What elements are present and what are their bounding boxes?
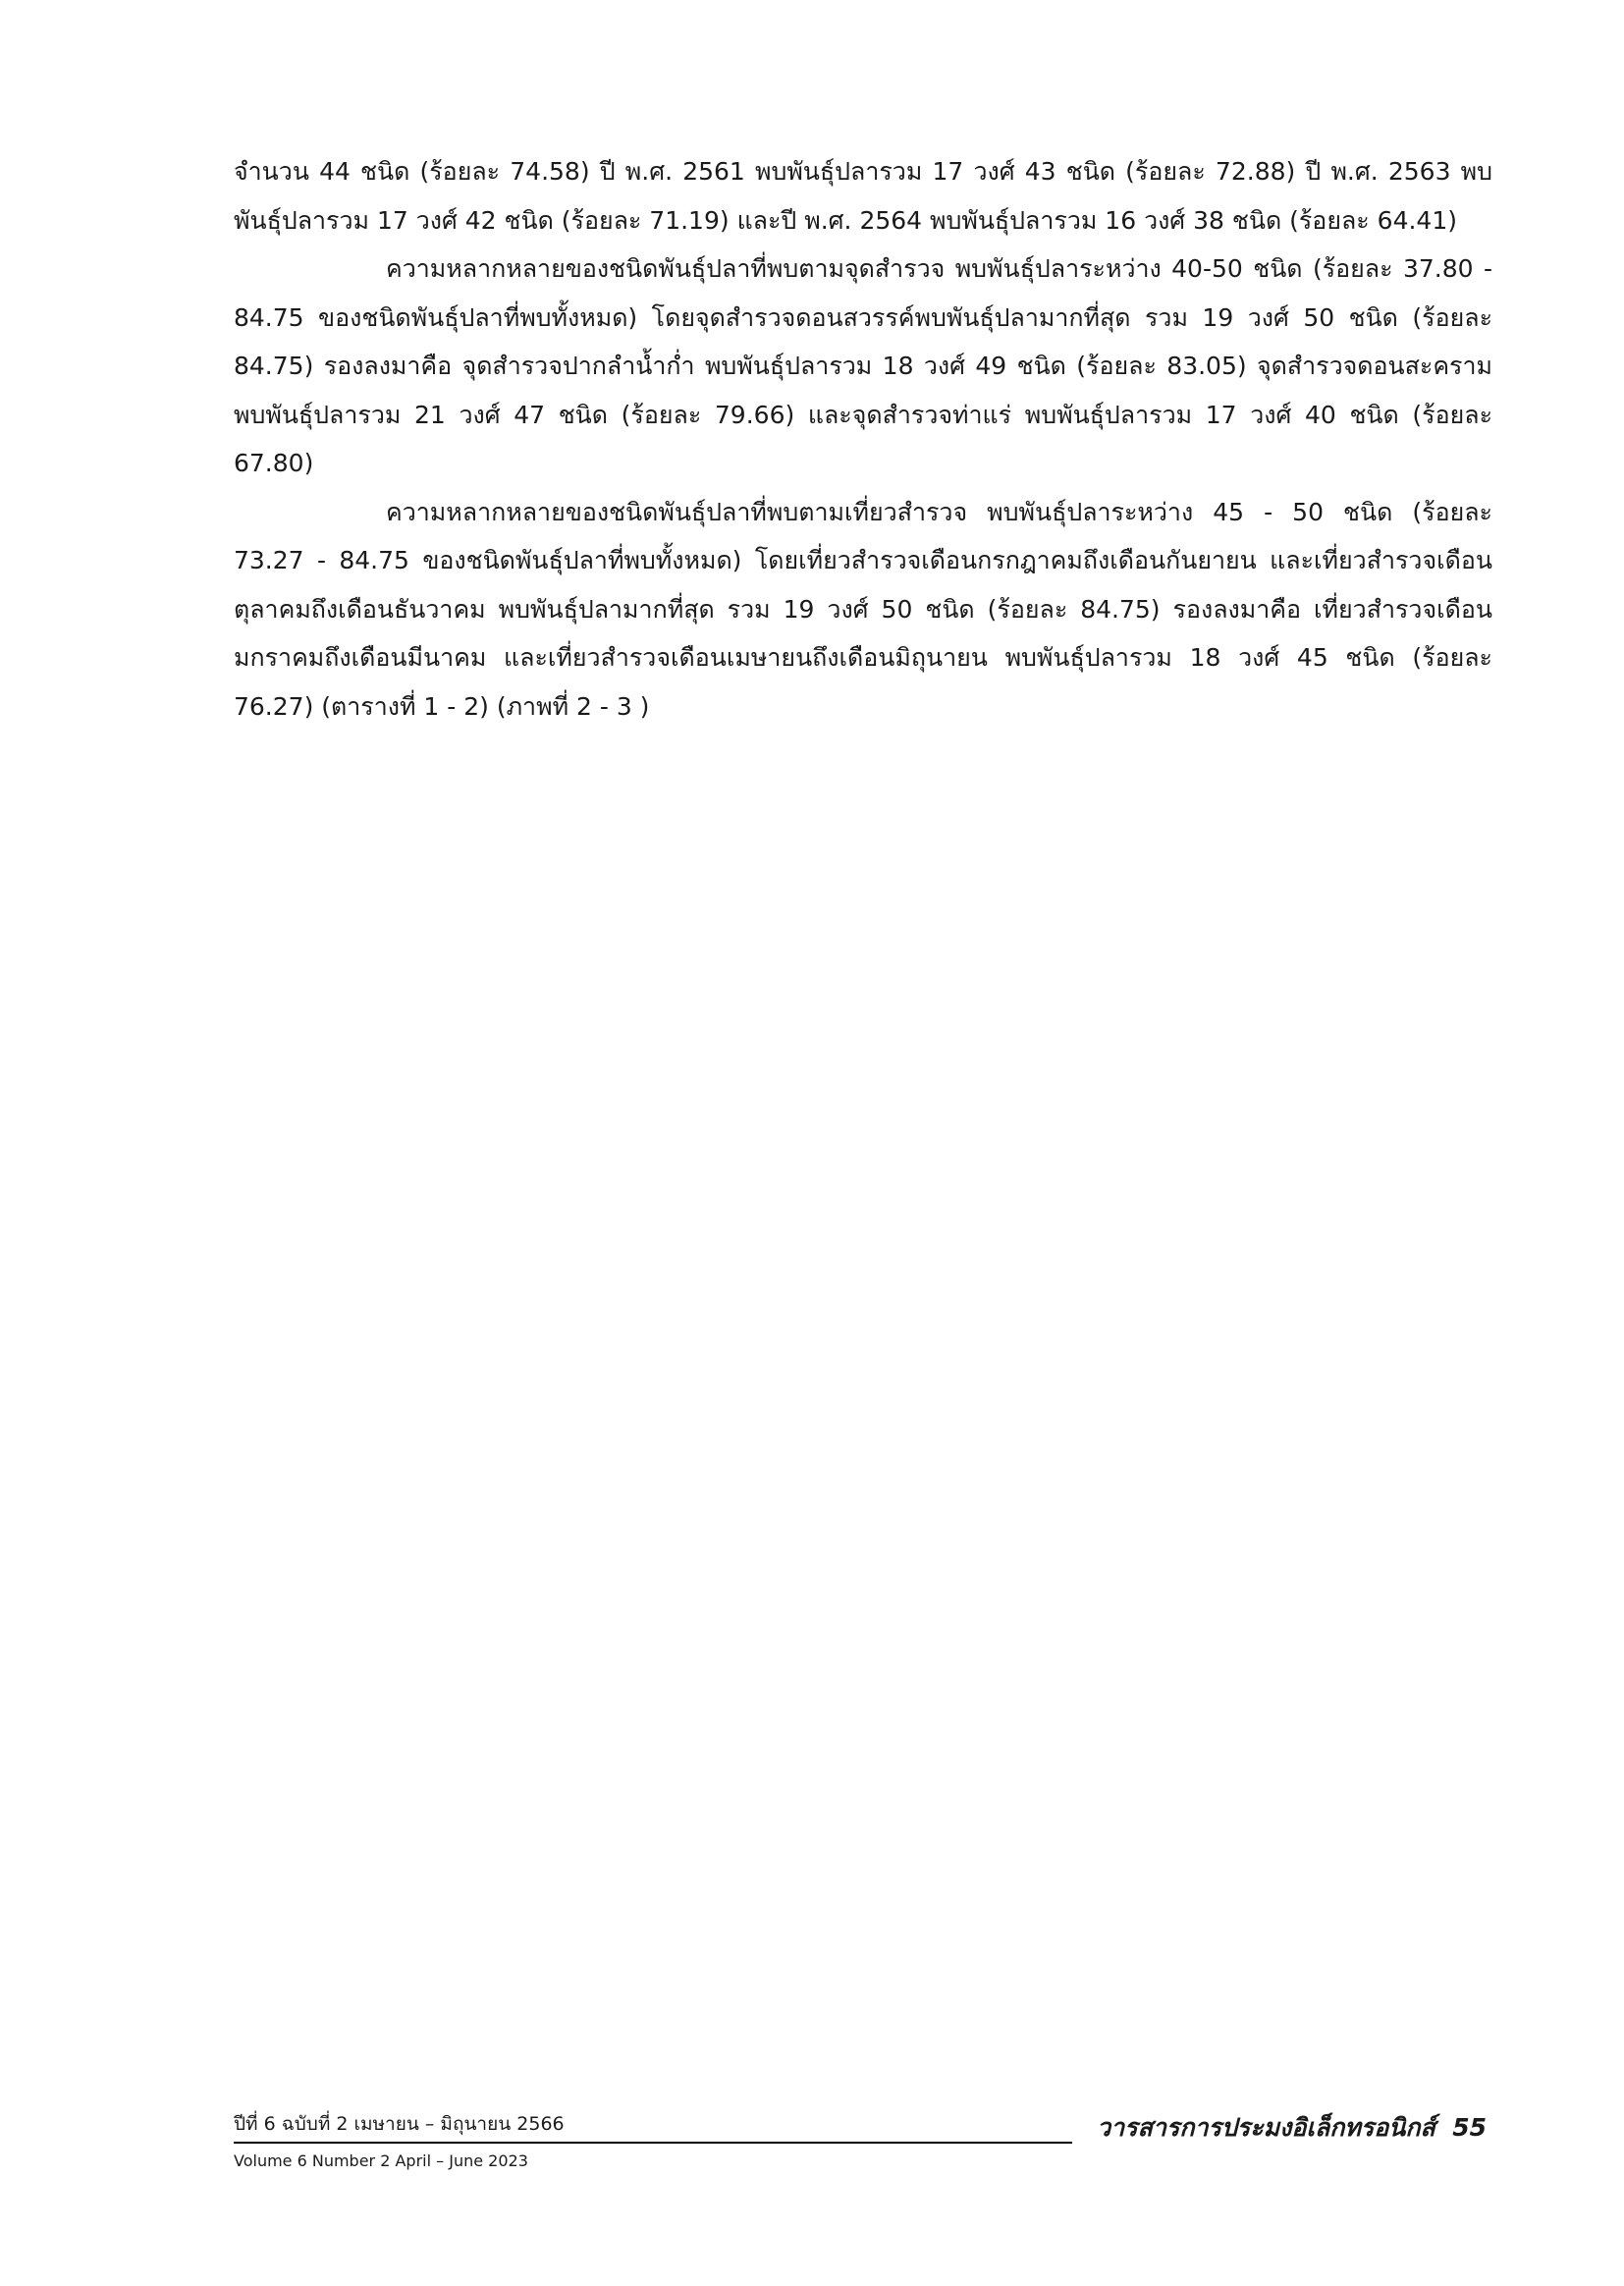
footer-journal-title bbox=[1097, 2111, 1487, 2145]
article-body bbox=[234, 147, 1492, 731]
page-number: 55 bbox=[1452, 2113, 1487, 2142]
footer-issue-english: Volume 6 Number 2 April – June 2023 bbox=[234, 2151, 528, 2170]
paragraph-1: จำนวน 44 ชนิด (ร้อยละ 74.58) ปี พ.ศ. 2561 พบพันธุ์ปลารวม 17 วงศ์ 43 ชนิด (ร้อยละ 72.88) ปี พ.ศ. 2563 พบพันธุ์ปลารวม 17 วงศ์ 42 ชนิด (ร้อยละ 71.19) และปี พ.ศ. 2564 พบพันธุ์ปลารวม 16 วงศ์ 38 ชนิด (ร้อยละ 64.41) bbox=[234, 157, 1492, 235]
footer-issue-thai: ปีที่ 6 ฉบับที่ 2 เมษายน – มิถุนายน 2566 bbox=[234, 2113, 565, 2135]
page-footer bbox=[234, 2111, 1492, 2180]
footer-rule bbox=[234, 2142, 1072, 2144]
paragraph-2: ความหลากหลายของชนิดพันธุ์ปลาที่พบตามจุดสำรวจ พบพันธุ์ปลาระหว่าง 40-50 ชนิด (ร้อยละ 37.80 - 84.75 ของชนิดพันธุ์ปลาที่พบทั้งหมด) โดยจุดสำรวจดอนสวรรค์พบพันธุ์ปลามากที่สุด รวม 19 วงศ์ 50 ชนิด (ร้อยละ 84.75) รองลงมาคือ จุดสำรวจปากลำน้ำก่ำ พบพันธุ์ปลารวม 18 วงศ์ 49 ชนิด (ร้อยละ 83.05) จุดสำรวจดอนสะคราม พบพันธุ์ปลารวม 21 วงศ์ 47 ชนิด (ร้อยละ 79.66) และจุดสำรวจท่าแร่ พบพันธุ์ปลารวม 17 วงศ์ 40 ชนิด (ร้อยละ 67.80) bbox=[234, 254, 1492, 477]
journal-name: วารสารการประมงอิเล็กทรอนิกส์ bbox=[1097, 2113, 1435, 2142]
paragraph-3: ความหลากหลายของชนิดพันธุ์ปลาที่พบตามเที่ยวสำรวจ พบพันธุ์ปลาระหว่าง 45 - 50 ชนิด (ร้อยละ 73.27 - 84.75 ของชนิดพันธุ์ปลาที่พบทั้งหมด) โดยเที่ยวสำรวจเดือนกรกฎาคมถึงเดือนกันยายน และเที่ยวสำรวจเดือนตุลาคมถึงเดือนธันวาคม พบพันธุ์ปลามากที่สุด รวม 19 วงศ์ 50 ชนิด (ร้อยละ 84.75) รองลงมาคือ เที่ยวสำรวจเดือนมกราคมถึงเดือนมีนาคม และเที่ยวสำรวจเดือนเมษายนถึงเดือนมิถุนายน พบพันธุ์ปลารวม 18 วงศ์ 45 ชนิด (ร้อยละ 76.27) (ตารางที่ 1 - 2) (ภาพที่ 2 - 3 ) bbox=[234, 497, 1492, 721]
